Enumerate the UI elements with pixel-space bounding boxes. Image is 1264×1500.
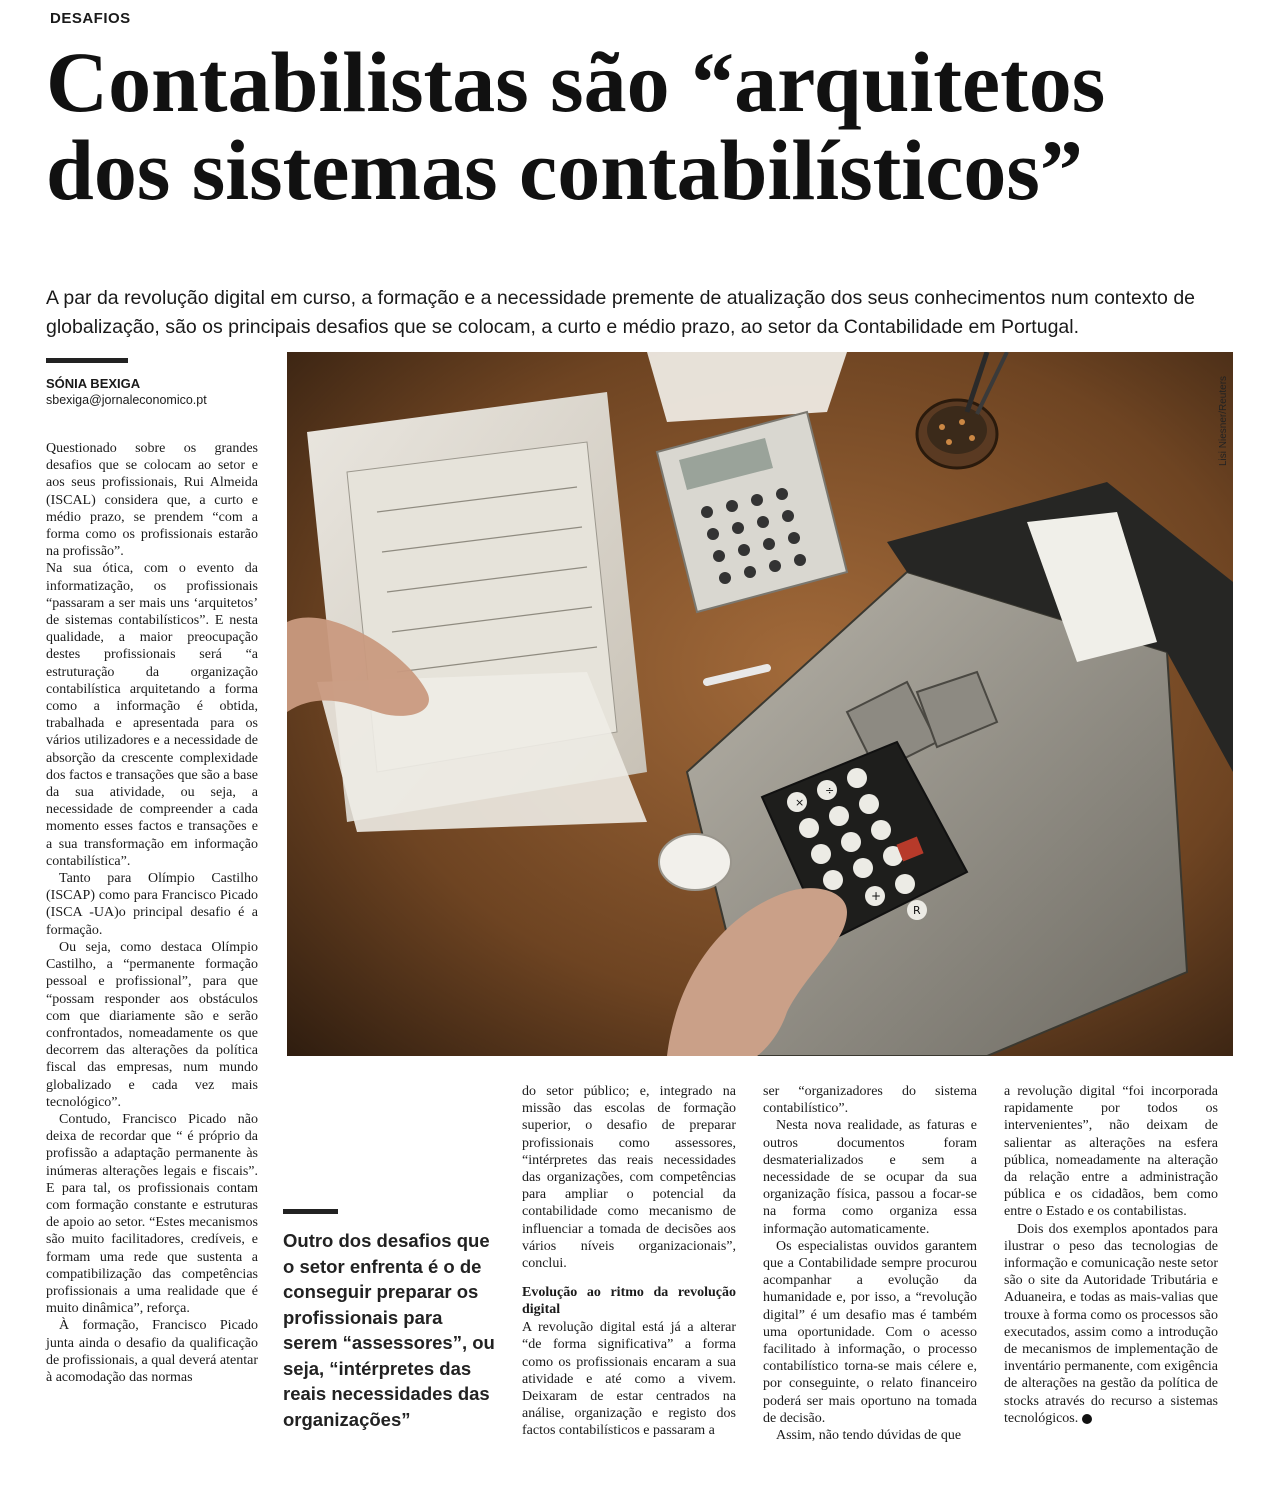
key-label: ÷ bbox=[825, 784, 835, 797]
paragraph: Na sua ótica, com o evento da informatização, os profissionais “passaram a ser mais uns ‘arquitetos’ de sistemas contabilísticos”. E nesta qualidade, a maior preocupação destes profissionais será “a estruturação da organização contabilística arquitetando a forma como a informação é obtida, trabalhada e apresentada para os vários utilizadores e a necessidade de absorção da crescente complexidade dos factos e transações que são a base da sua atividade, ou seja, a necessidade de compreender a cada momento esses factos e transações e a sua transformação em informação contabilística”. bbox=[46, 561, 258, 869]
paragraph: Nesta nova realidade, as faturas e outros documentos foram desmaterializados e sem a necessidade de se ocupar da sua organização física, passou a focar-se na forma como organiza essa informação automaticamente. bbox=[763, 1118, 977, 1237]
paragraph: ser “organizadores do sistema contabilístico”. bbox=[763, 1084, 977, 1117]
article-column-4 bbox=[763, 1083, 977, 1444]
article-column-1 bbox=[46, 440, 258, 1386]
lead-paragraph: A par da revolução digital em curso, a formação e a necessidade premente de atualização dos seus conhecimentos num contexto de globalização, são os principais desafios que se colocam, a curto e médio prazo, ao setor da Contabilidade em Portugal. bbox=[46, 287, 1196, 338]
article-photo bbox=[287, 352, 1233, 1056]
paragraph bbox=[1004, 1221, 1218, 1427]
paragraph: Contudo, Francisco Picado não deixa de recordar que “ é próprio da profissão a adaptação permanente às inúmeras alterações legais e fiscais”. E para tal, os profissionais contam com formação constante e estruturas de apoio ao setor. “Estes mecanismos são muito facilitadores, credíveis, e formam uma rede que sustenta a compatibilização das competências profissionais a uma realidade que é muito dinâmica”, reforça. bbox=[46, 1111, 258, 1317]
key-label: + bbox=[871, 889, 882, 903]
article-column-3 bbox=[522, 1083, 736, 1440]
author-name: SÓNIA BEXIGA bbox=[46, 376, 141, 391]
key-label: × bbox=[795, 796, 805, 809]
paragraph: A revolução digital está já a alterar “de forma significativa” a forma como os profissionais encaram a sua atividade e até como a vivem. Deixaram de estar centrados na análise, organização e registo dos factos contabilísticos e passaram a bbox=[522, 1320, 736, 1439]
key-label: R bbox=[913, 904, 921, 917]
paragraph: Tanto para Olímpio Castilho (ISCAP) como para Francisco Picado (ISCA -UA)o principal desafio é a formação. bbox=[46, 871, 258, 938]
pull-quote-rule bbox=[283, 1209, 338, 1214]
paragraph: Questionado sobre os grandes desafios que se colocam ao setor e aos seus profissionais, Rui Almeida (ISCAL) considera que, a curto e médio prazo, se prendem “com a forma como os profissionais estarão na profissão”. bbox=[46, 441, 258, 560]
paragraph: Assim, não tendo dúvidas de que bbox=[776, 1428, 962, 1444]
paragraph: Ou seja, como destaca Olímpio Castilho, a “permanente formação pessoal e profissional”, para que “possam responder aos obstáculos com que diariamente são e serão confrontados, nomeadamente os que decorrem das alterações da política fiscal das empresas, num mundo globalizado e cada vez mais tecnológico”. bbox=[46, 939, 258, 1110]
article-column-5 bbox=[1004, 1083, 1218, 1427]
subheading: Evolução ao ritmo da revolução digital bbox=[522, 1285, 736, 1318]
photo-credit: Lisi Niesner/Reuters bbox=[1218, 375, 1229, 466]
paragraph: À formação, Francisco Picado junta ainda o desafio da qualificação de profissionais, a qual deverá atentar à acomodação das normas bbox=[46, 1318, 258, 1385]
paragraph: do setor público; e, integrado na missão das escolas de formação superior, o desafio de preparar profissionais como assessores, “intérpretes das reais necessidades das organizações, com competências para ampliar o potencial da contabilidade como mecanismo de influenciar a tomada de decisões aos vários níveis organizacionais”, conclui. bbox=[522, 1084, 736, 1272]
headline-line-2: dos sistemas contabilísticos” bbox=[46, 122, 1083, 218]
headline-line-1: Contabilistas são “arquitetos bbox=[46, 34, 1106, 130]
byline-rule bbox=[46, 358, 128, 363]
end-mark-icon bbox=[1082, 1414, 1092, 1424]
pull-quote: Outro dos desafios que o setor enfrenta é o de conseguir preparar os profissionais para serem “assessores”, ou seja, “intérpretes das reais necessidades das organizações” bbox=[283, 1230, 495, 1430]
paragraph-text: Dois dos exemplos apontados para ilustrar o peso das tecnologias de informação e comunicação neste setor são o site da Autoridade Tributária e Aduaneira, e todas as mais-valias que trouxe à forma como os processos são executados, assim como a introdução de mecanismos de implementação de inventário permanente, com exigência de alterações na gestão da política de stocks através do recurso a sistemas tecnológicos. bbox=[1004, 1221, 1218, 1426]
author-email: sbexiga@jornaleconomico.pt bbox=[46, 393, 207, 407]
photo-illustration bbox=[287, 352, 1233, 1056]
paragraph: a revolução digital “foi incorporada rapidamente por todos os intervenientes”, não deixam de salientar as alterações na esfera pública, nomeadamente na alteração da relação entre a administração pública e os cidadãos, bem como entre o Estado e os contabilistas. bbox=[1004, 1084, 1218, 1220]
paragraph: Os especialistas ouvidos garantem que a Contabilidade sempre procurou acompanhar a evolução da humanidade e, por isso, a “revolução digital” é um desafio mas é também uma oportunidade. Com o acesso facilitado à informação, o processo contabilístico torna-se mais célere e, por conseguinte, o relato financeiro poderá ser mais oportuno na tomada de decisão. bbox=[763, 1238, 977, 1426]
section-label: DESAFIOS bbox=[50, 10, 131, 27]
headline bbox=[46, 34, 1226, 218]
